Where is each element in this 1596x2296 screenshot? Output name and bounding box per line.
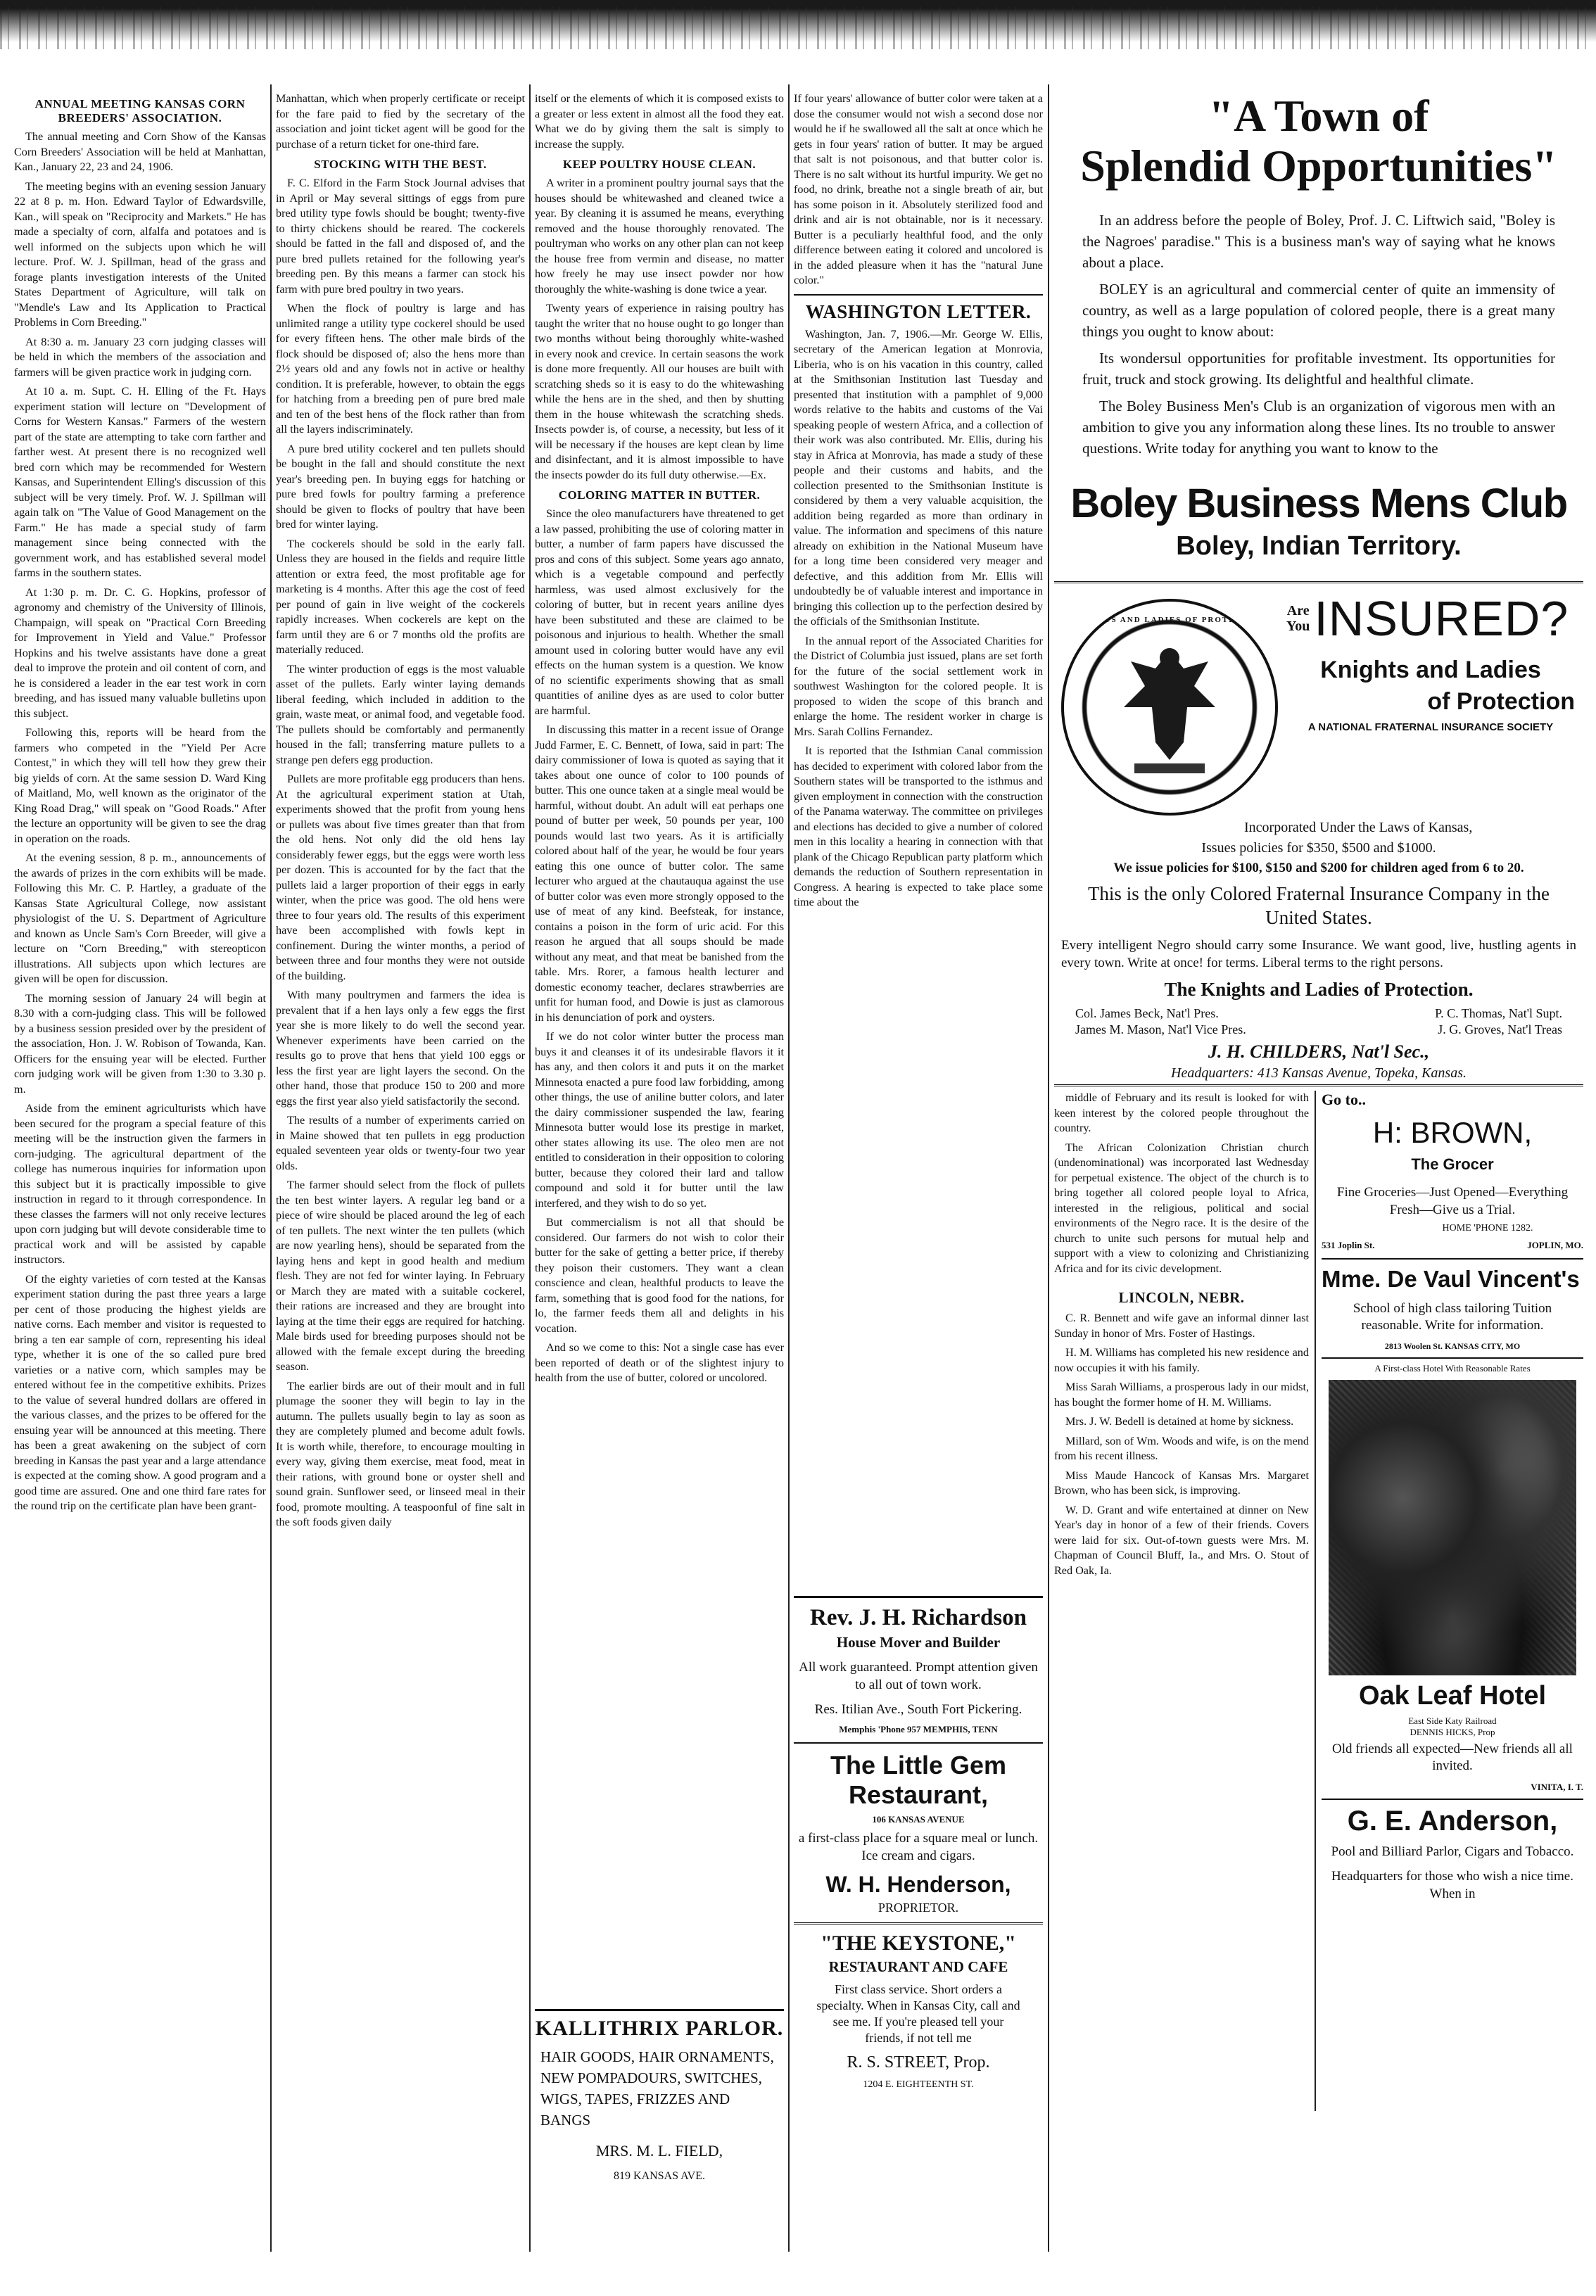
paragraph: C. R. Bennett and wife gave an informal dinner last Sunday in honor of Mrs. Foster of Hastings. [1054,1312,1309,1340]
ad-tagline: A First-class Hotel With Reasonable Rates [1374,1363,1531,1374]
paragraph: And so we come to this: Not a single case has ever been reported of death or of the slightest injury to health from the use of butter, colored or uncolored. [535,1341,784,1384]
paragraph: A pure bred utility cockerel and ten pullets should be bought in the fall and should constitute the next year's breeding pen. In buying eggs for hatching or pure bred fowls for poultry farming a preference should be given to flocks of poultry that have been bred for winter laying. [276,442,525,531]
insurance-name: Knights and Ladies [1320,657,1541,683]
vaul-ad [1322,1258,1583,1352]
article-body [535,507,784,1386]
paragraph: In the annual report of the Associated Charities for the District of Columbia just issued, plans are set forth for the future of the social settlement work in southwest Washington for the colored people. It is proposed to widen the scope of this branch and enlarge the home. The resident worker in charge is Mrs. Sarah Collins Fernandez. [794,634,1043,738]
seal-image [1061,599,1278,816]
ad-phone: Memphis 'Phone 957 MEMPHIS, TENN [839,1724,998,1734]
column-3 [535,91,784,2245]
hotel-photo [1329,1380,1576,1675]
column-5a [1054,1091,1309,2111]
paragraph: Twenty years of experience in raising poultry has taught the writer that no house ought to go longer than two months without being thoroughly white-washed in every nook and crevice. In certain seasons the work is done more frequently. All our houses are built with scratching sheds so it is easy to do the whitewashing while the hens are in the shed, and then by shutting them in the house whitewash the scratching sheds. Insects powder is, of course, a necessity, but less of it will be necessary if the houses are kept clean by lime and disinfectant, and it is almost impossible to have the insects powder do its full duty otherwise.—Ex. [535,302,784,481]
paragraph: When the flock of poultry is large and has unlimited range a utility type cockerel should be used for every fifteen hens. The other male birds of the flock should be disposed of; also the hens more than 2½ years old and any fowls not in active or healthy condition. It is preferable, however, to obtain the eggs for hatching from a breeding pen of pure bred male and ten of the best hens of the flock rather than from all the layers indiscriminately. [276,302,525,436]
column-rule [788,84,790,2252]
paragraph: The annual meeting and Corn Show of the Kansas Corn Breeders' Association will be held at Manhattan, Kan., January 22, 23 and 24, 1906. [14,130,266,173]
ad-body: a first-class place for a square meal or lunch. Ice cream and cigars. [798,1831,1039,1863]
ad-body: Fine Groceries—Just Opened—Everything Fresh—Give us a Trial. [1336,1185,1569,1217]
club-name: Boley Business Mens Club [1070,481,1567,526]
column-rule [1048,84,1049,2252]
ad-name: Oak Leaf Hotel [1358,1681,1547,1711]
ad-body [1061,210,1576,459]
article-heading: COLORING MATTER IN BUTTER. [558,488,761,502]
officer: P. C. Thomas, Nat'l Supt. [1435,1006,1562,1020]
paragraph: At 10 a. m. Supt. C. H. Elling of the Ft. Hays experiment station will lecture on "Development of Corns for Western Kansas." Farmers of the western part of the state are attempting to take corn farther and farther west. At present there is no recognized well bred corn which may be recommended for Western Kansas, and Superintendent Elling's discussion of this subject will be very timely. Prof. W. J. Spillman will again talk on "The Value of Good Management on the Farm." He has made a special study of farm management since being connected with the government work, and has established several model farms in the southern states. [14,385,266,579]
officer: Col. James Beck, Nat'l Pres. [1075,1006,1219,1020]
ad-body: School of high class tailoring Tuition reasonable. Write for information. [1353,1301,1552,1333]
article-body [1054,1311,1309,1578]
paragraph: At the evening session, 8 p. m., announcements of the awards of prizes in the corn exhibits will be made. Following this Mr. C. P. Hartley, a graduate of the Kansas State Agricultural College, now assistant physiologist of the U. S. Department of Agriculture and known as Uncle Sam's Corn Breeder, will give a lecture on "Corn Breeding," with stereopticon illustrations. All subjects upon which lectures are given will be open for discussion. [14,851,266,985]
column-rule [529,84,531,2252]
ad-address: 106 KANSAS AVENUE [872,1814,965,1825]
ad-name: Mme. De Vaul Vincent's [1322,1266,1580,1292]
ad-address: 1204 E. EIGHTEENTH ST. [863,2079,974,2090]
article-body [276,176,525,1530]
ad-body: HAIR GOODS, HAIR ORNAMENTS, NEW POMPADOURS, SWITCHES, WIGS, TAPES, FRIZZES AND BANGS [540,2048,774,2129]
column-rule [270,84,272,2252]
article-body [1054,1091,1309,1276]
ad-address: 2813 Woolen St. KANSAS CITY, MO [1384,1341,1521,1351]
article-body [14,129,266,1514]
scan-top-edge [0,0,1596,63]
ad-body: Old friends all expected—New friends all all invited. [1332,1742,1573,1773]
ad-address: 531 Joplin St. [1322,1240,1375,1250]
paragraph: Mrs. J. W. Bedell is detained at home by sickness. [1065,1415,1294,1428]
paragraph: The earlier birds are out of their moult and in full plumage the sooner they will begin to lay in the autumn. The pullets usually begin to lay as soon as they are completely plumed and become adult fowls. It is worth while, therefore, to encourage moulting in every way, giving them exercise, meat food, meat in their rations, with ground bone or oyster shell and sound grain. Sunflower seed, or linseed meal in their food, promote moulting. A teaspoonful of fine salt in the soft foods given daily [276,1379,525,1528]
ad-line: East Side Katy Railroad [1408,1715,1497,1726]
ad-owner: MRS. M. L. FIELD, [595,2142,723,2159]
paragraph: Washington, Jan. 7, 1906.—Mr. George W. Ellis, secretary of the American legation at Monrovia, Liberia, who is on his vacation in this country, called at the Smithsonian Institution last Tuesday and presented that institution with a pamphlet of 9,000 words relative to the habits and customs of the Vai speaking people of western Africa, and a collection of their work was also contributed. Mr. Ellis, during his stay in Africa at Monrovia, has made a study of these people and their customs and habits, and the collection presented to the Smithsonian Institute is considered by them a very valuable acquisition, the addition being regarded as more than ordinary in value. The information and specimens of this nature already on exhibition in the National Museum have for a long time been considered very meager and defective, and this addition from Mr. Ellis will undoubtedly be of valuable interest and importance in bringing this collection up to the perfection desired by the officials of the Smithsonian Institute. [794,327,1043,628]
paragraph: But commercialism is not all that should be considered. Our farmers do not wish to color their butter for the sake of getting a better price, if thereby they poison their customers. They want a clean conscience and clean, healthful products to leave the farm, something that is good food for the nations, for lo, the farmer feeds them all and delights in his vocation. [535,1216,784,1335]
column-rule [1315,1091,1316,2111]
eagle-icon [1064,602,1275,813]
ad-city: VINITA, I. T. [1531,1782,1583,1792]
paragraph: Its wondersul opportunities for profitable investment. Its opportunities for fruit, truck and stock growing. Its delightful and healthful climate. [1082,350,1555,388]
paragraph: Pullets are more profitable egg producers than hens. At the agricultural experiment station at Utah, experiments showed that the profit from young hens or pullets was about five times greater than that from the old hens. Not only did the old hens lay considerably fewer eggs, but the eggs were worth less per dozen. This is accounted for by the fact that the pullets laid a larger proportion of their eggs in early winter, when the price was good. The old hens were three to four years old. The results of this experiment have been accomplished with fowls kept in confinement. During the winter months, a period of between three and four months they were not outside of the building. [276,773,525,982]
divider [1054,581,1583,583]
ad-name: H: BROWN, [1372,1116,1533,1149]
article-body [535,176,784,483]
ad-body: Headquarters for those who wish a nice time. When in [1331,1869,1573,1901]
ad-body: Pool and Billiard Parlor, Cigars and Tobacco. [1331,1844,1574,1859]
article-heading: STOCKING WITH THE BEST. [314,158,487,171]
paragraph: middle of February and its result is looked for with keen interest by the colored people throughout the country. [1054,1091,1309,1134]
paragraph: Millard, son of Wm. Woods and wife, is on the mend from his recent illness. [1054,1434,1309,1462]
article-continuation: If four years' allowance of butter color were taken at a dose the consumer would not wish a second dose nor would he if he swallowed all the salt at once which he gets in four years' ration of butter. It may be argued that salt is not poisonous, and that butter color is. There is no salt without its hurtful impurity. We get no food, no drink, breathe not a single breath of air, but has some poison in it. Absolutely sterilized food and drink and air is not obtainable, nor is it necessary. Butter is a peculiarly healthful food, and the only difference between eating it colored and uncolored is in the added pleasure when it has the "natural June color." [794,92,1043,286]
little-gem-ad [794,1742,1043,1922]
insurance-header [1286,590,1575,733]
paragraph: Aside from the eminent agriculturists which have been secured for the program a special feature of this meeting will be the instruction given the farmers in corn-judging. The agricultural department of the college has numerous inquiries for information upon this subject but it is practically impossible to give instruction in regard to it through correspondence. In these classes the farmers will not only receive lectures upon corn judging but will devote considerable time to practical work and will be assisted by capable instructors. [14,1102,266,1266]
richardson-ad [794,1596,1043,1742]
column-1 [14,91,266,2245]
paragraph: The morning session of January 24 will begin at 8.30 with a corn-judging class. This will be followed by a business session presided over by the president of the association, Hon. J. W. Robison of Towanda, Kan. Officers for the ensuing year will be elected. Further corn judging work will be given from 1:30 to 3.30 p. m. [14,991,266,1096]
ad-owner: R. S. STREET, Prop. [847,2053,990,2072]
paragraph: The results of a number of experiments carried on in Maine showed that ten pullets in egg production equaled seventeen year olds or twenty-four two year olds. [276,1114,525,1172]
paragraph: Since the oleo manufacturers have threatened to get a law passed, prohibiting the use of coloring matter in butter, a number of farm papers have discussed the pros and cons of this subject. Some years ago annato, which is a vegetable compound and perfectly harmless, was used almost exclusively for the coloring of butter, but in recent years aniline dyes have been substituted and these are claimed to be poisonous and injurious to health. Whether the small amount used in coloring butter would have any evil effects on the human system is a question. We know of no scientific experiments showing that as small quantities of aniline dyes as are used to color butter are harmful. [535,507,784,717]
ad-name: Rev. J. H. Richardson [809,1605,1027,1630]
article-heading: WASHINGTON LETTER. [794,294,1043,323]
insurance-ad [1054,588,1583,1080]
label-are: Are [1286,603,1310,619]
insurance-name: of Protection [1427,688,1575,715]
ad-body: All work guaranteed. Prompt attention given to all out of town work. [799,1660,1038,1692]
ad-address: 819 KANSAS AVE. [614,2170,705,2182]
ad-title: PROPRIETOR. [878,1901,959,1915]
officer: J. G. Groves, Nat'l Treas [1438,1022,1562,1036]
insured-heading: INSURED? [1314,591,1569,646]
ad-title: Splendid Opportunities" [1080,141,1557,191]
society-name: The Knights and Ladies of Protection. [1164,979,1474,1000]
label-you: You [1286,619,1310,634]
paragraph: The Boley Business Men's Club is an organization of vigorous men with an ambition to give you any information along these lines. Its no trouble to answer questions. Write today for anything you want to know to the [1082,398,1555,457]
ad-title: "A Town of [1208,91,1429,141]
column-4-ads [794,1596,1043,2098]
ad-line: DENNIS HICKS, Prop [1410,1727,1495,1737]
paragraph: It is reported that the Isthmian Canal commission has decided to experiment with colored labor from the Southern states will be transported to the isthmus and given employment in connection with the construction of the Panama waterway. The committee on privileges and elections has decided to give a number of colored men in this locality a hearing in connection with that plank of the Chicago Republican party platform which demands the reduction of Southern representation in Congress. A hearing is expected to take place some time about the [794,744,1043,908]
paragraph: BOLEY is an agricultural and commercial center of quite an immensity of country, as well as a large population of colored people, there is a great many things you ought to know about: [1082,281,1555,340]
ad-phone: HOME 'PHONE 1282. [1442,1223,1533,1233]
paragraph: The African Colonization Christian church (undenominational) was incorporated last Wednesday for perpetual existence. The object of the church is to bring together all colored people loyal to Africa, interested in the religious, political and social environments of the Negro race. It is the desire of the church to unite such persons for mutual help and support with a view to colonizing and Christianizing Africa and for its civic development. [1054,1141,1309,1275]
seal-text: KNIGHTS AND LADIES OF PROTECTION [1071,616,1268,624]
insurance-details [1061,820,1576,1082]
paragraph: Following this, reports will be heard from the farmers who competed in the "Yield Per Acre Contest," in which they will tell how they grew their big yields of corn. At the same session D. Ward King of Maitland, Mo, well known as the originator of the King Road Drag," will speak on "Good Roads." After the lecture an opportunity will be given to see the drag in operation on the roads. [14,726,266,845]
paragraph: Miss Maude Hancock of Kansas Mrs. Margaret Brown, who has been sick, is improving. [1054,1469,1309,1497]
article-continuation: itself or the elements of which it is composed exists to a greater or less extent in almost all the food they eat. What we do by giving them the salt is simply to increase the supply. [535,92,784,151]
paragraph: In an address before the people of Boley, Prof. J. C. Liftwich said, "Boley is the Nagroes' paradise." This is a business man's way of saying what he knows about a place. [1082,212,1555,271]
divider [1054,1084,1583,1086]
ad-name: KALLITHRIX PARLOR. [535,2017,784,2040]
headquarters: Headquarters: 413 Kansas Avenue, Topeka, Kansas. [1171,1065,1467,1081]
keystone-ad [794,1922,1043,2098]
paragraph: H. M. Williams has completed his new residence and now occupies it with his family. [1054,1346,1309,1374]
ad-body: First class service. Short orders a specialty. When in Kansas City, call and see me. If you're pleased tell your friends, if not tell me [816,1982,1020,2045]
article-body [794,327,1043,911]
column-5b-ads [1322,1091,1583,1903]
column-2 [276,91,525,2245]
paragraph: In discussing this matter in a recent issue of Orange Judd Farmer, E. C. Bennett, of Iowa, said in part: The dairy commissioner of Iowa is quoted as saying that it takes about one ounce of color to 100 pounds of butter. This one ounce taken at a single meal would be harmful, without doubt. An adult will eat perhaps one pound of butter per week, 50 pounds per year, 100 pounds would last two years. As it is artificially colored about half of the year, he would be four years eating this one ounce of butter color. The same lecturer who argued at the chautauqua against the use of butter color was even more strongly opposed to the use of meat of any kind. Beefsteak, for instance, contains a poison in the form of uric acid. For this reason he argued that all soups should be made without any meat, and that meat be banished from the table. Mrs. Rorer, a famous health lecturer and domestic economy teacher, declares strawberries are unfit for human food, and Dowie is just as clamorous in his denunciation of pork and oysters. [535,723,784,1024]
paragraph: Miss Sarah Williams, a prosperous lady in our midst, has bought the former home of H. M. Williams. [1054,1381,1309,1409]
boley-ad [1054,91,1583,562]
ad-name: "THE KEYSTONE," [821,1932,1016,1955]
paragraph: At 8:30 a. m. January 23 corn judging classes will be held in which the members of the association and farmers will be given practice work in judging corn. [14,335,266,379]
brown-ad [1322,1091,1583,1251]
article-heading: KEEP POULTRY HOUSE CLEAN. [562,158,756,171]
paragraph: F. C. Elford in the Farm Stock Journal advises that in April or May several sittings of eggs from pure bred utility type fowls should be bought; twenty-five to thirty chickens should be reared. The cockerels should be fatted in the fall and disposed of, and the pure bred pullets retained for the following year's breeding pen. By this means a farmer can stock his farm with pure bred poultry in two years. [276,177,525,296]
paragraph: W. D. Grant and wife entertained at dinner on New Year's day in honor of a few of their friends. Covers were laid for six. Out-of-town guests were Mrs. M. Chapman of Council Bluff, Ia., and Mrs. O. Stout of Red Oak, Ia. [1054,1503,1309,1577]
article-heading: ANNUAL MEETING KANSAS CORN BREEDERS' ASSOCIATION. [34,97,246,125]
article-heading: LINCOLN, NEBR. [1118,1289,1245,1306]
anderson-ad [1322,1799,1583,1903]
ad-line: The Grocer [1411,1155,1494,1173]
ad-prefix: Go to.. [1322,1091,1366,1108]
lower-section [1054,1091,1583,2111]
paragraph: Of the eighty varieties of corn tested at the Kansas experiment station during the past three years a large per cent of those producing the highest yields are native corns. Each member and visitor is requested to bring a ten ear sample of corn, representing his ideal type, whether it is one of the so called pure bred varieties or a native corn, which samples may be entered without fee in the competitive exhibits. Prizes to the value of several hundred dollars are offered in the various classes, and the prizes to be offered for the ensuing year will be announced at this meeting. There has been a great awakening on the subject of corn breeding in Kansas the past year and a large attendance is expected at the coming show. A good program and a good time are assured. One and one third fare rates for the round trip on the certificate plan have been grant- [14,1272,266,1512]
column-4 [794,91,1043,1590]
article-continuation: Manhattan, which when properly certificate or receipt for the fare paid to fied by the secretary of the association and joint ticket agent will be good for the purchase of a return ticket for one-third fare. [276,92,525,151]
column-5 [1054,91,1583,2245]
paragraph: The winter production of eggs is the most valuable asset of the pullets. Early winter laying demands liberal feeding, which included in addition to the grain, waste meat, or animal food, and vegetable food. The pullets should be comfortably and permanently housed in the fall; transferring mature pullets to a strange pen defers egg production. [276,662,525,766]
ad-line: RESTAURANT AND CAFE [828,1958,1008,1975]
ad-line: House Mover and Builder [836,1634,1001,1651]
agents-text: Every intelligent Negro should carry some Insurance. We want good, live, hustling agents in every town. Write at once! for terms. Liberal terms to the right persons. [1061,938,1576,970]
paragraph: The cockerels should be sold in the early fall. Unless they are housed in the fields and require little attention or extra feed, the most profitable age for marketing is 4 months. After this age the cost of feed per pound of gain in live weight of the cockerels rapidly increases. When cockerels are kept on the farm until they are 6 or 7 months old the profits are materially reduced. [276,537,525,656]
paragraph: The farmer should select from the flock of pullets the ten best winter layers. A regular leg band or a piece of wire should be placed around the leg of each of ten pullets. The next winter the ten pullets (which are now yearling hens), should be separated from the laying hens and kept in good health and medium flesh. They are not fed for winter laying. In February or March they are mated with a suitable cockerel, their rations are increased and they are brought into laying at the time their eggs are required for hatching. Male birds used for breeding purposes should not be allowed with the female except during the breeding season. [276,1179,525,1373]
ad-name: G. E. Anderson, [1347,1806,1558,1837]
hotel-ad [1322,1357,1583,1793]
paragraph: A writer in a prominent poultry journal says that the houses should be whitewashed and cleaned twice a year. By cleaning it is assumed he means, everything removed and the house thoroughly renovated. The poultryman who works on any other plan can not keep the house free from vermin and disease, no matter how freely he may use insect powder nor how thoroughly the white-washing is done twice a year. [535,177,784,296]
only-company-text: This is the only Colored Fraternal Insurance Company in the United States. [1087,883,1550,928]
officer: James M. Mason, Nat'l Vice Pres. [1075,1022,1246,1036]
club-location: Boley, Indian Territory. [1176,531,1462,561]
child-policy-text: We issue policies for $100, $150 and $200 for children aged from 6 to 20. [1113,861,1524,875]
ad-city: JOPLIN, MO. [1527,1240,1583,1250]
kallithrix-ad [535,2009,784,2249]
secretary: J. H. CHILDERS, Nat'l Sec., [1208,1041,1430,1062]
ad-owner: W. H. Henderson, [825,1872,1011,1897]
paragraph: The meeting begins with an evening session January 22 at 8 p. m. Hon. Edward Taylor of Edwardsville, Kan., will speak on "Reciprocity and Markets." He has made a specialty of corn, alfalfa and potatoes and is well informed on the subjects upon which he will lecture. Prof. W. J. Spillman, head of the grass and forage plants investigation interests of the United States Department of Agriculture, will talk on "Mendle's Law and Its Application to Practical Problems in Corn Breeding." [14,179,266,329]
ad-name: The Little Gem Restaurant, [830,1751,1007,1809]
paragraph: With many poultrymen and farmers the idea is prevalent that if a hen lays only a few eggs the first year she is more likely to do well the second year. Whenever experiments have been carried on the results go to prove that hens that yield 100 eggs or less the first year are light layers the second. On the other hand, those that produce 150 to 200 and more eggs the first year also yield satisfactorily the second. [276,989,525,1108]
paragraph: If we do not color winter butter the process man buys it and cleanses it of its undesirable flavors it it has any, and then colors it and puts it on the market Minnesota enacted a pure food law forbidding, among other things, the use of aniline butter colors, and later the dairy commissioner suspended the law, fearing Minnesota butter would lose its prestige in market, other states allowing its use. The oleo men are not entitled to consideration in their opposition to coloring butter, because they colored their lard and tallow compound and sold it for butter until the law interfered, and they wish to do so yet. [535,1030,784,1210]
policy-text: Issues policies for $350, $500 and $1000. [1201,840,1436,856]
insurance-subtitle: A NATIONAL FRATERNAL INSURANCE SOCIETY [1307,721,1554,733]
incorporation-text: Incorporated Under the Laws of Kansas, [1244,820,1473,835]
paragraph: At 1:30 p. m. Dr. C. G. Hopkins, professor of agronomy and chemistry of the University of Illinois, Champaign, will speak on "Practical Corn Breeding for Improvement in Yield and Value." Professor Hopkins and his twelve assistants have done a great deal to improve the protein and oil content of corn, and he is considered a leader in the ear test work in corn breeding, and has issued many valuable bulletins upon this subject. [14,585,266,720]
ad-address: Res. Itilian Ave., South Fort Pickering. [814,1702,1022,1717]
